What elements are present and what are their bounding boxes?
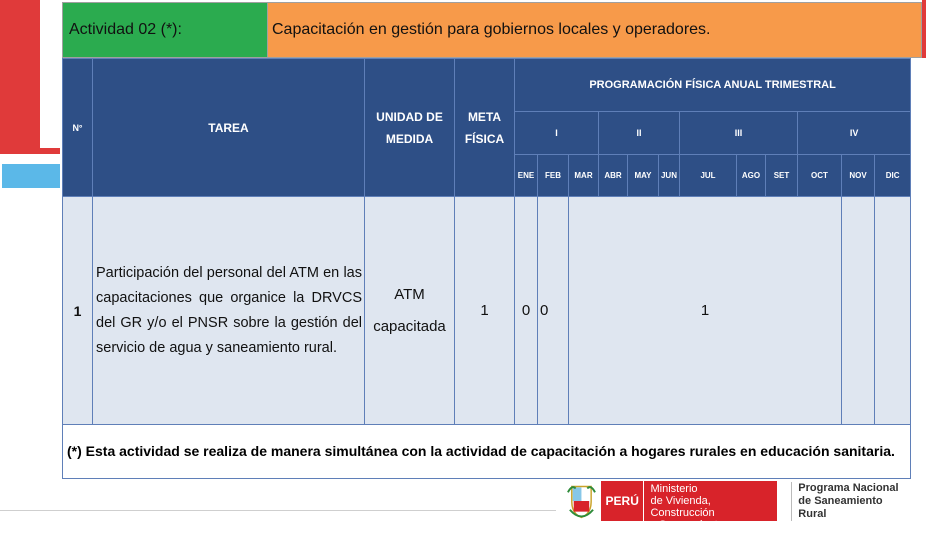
header-unit-line2: MEDIDA: [385, 131, 434, 146]
header-month-abr: ABR: [599, 155, 628, 197]
header-month-ago: AGO: [737, 155, 766, 197]
header-task: TAREA: [93, 59, 365, 197]
header-month-dic: DIC: [875, 155, 911, 197]
header-goal-line2: FÍSICA: [464, 131, 505, 146]
row-unit-line2: capacitada: [373, 317, 446, 335]
header-month-ene: ENE: [515, 155, 538, 197]
header-month-set: SET: [766, 155, 798, 197]
decor-red-edge: [922, 0, 926, 58]
header-unit-line1: UNIDAD DE: [376, 109, 443, 124]
ministry-line1: Ministerio: [650, 483, 698, 495]
activity-header: [62, 2, 922, 58]
activity-title: Capacitación en gestión para gobiernos locales y operadores.: [268, 2, 922, 58]
peru-label: PERÚ: [601, 481, 644, 521]
header-goal: [455, 59, 515, 197]
header-month-nov: NOV: [842, 155, 875, 197]
header-quarter-4: IV: [798, 112, 911, 155]
header-month-oct: OCT: [798, 155, 842, 197]
row-no: 1: [63, 197, 93, 425]
program-name: [791, 482, 910, 521]
row-task: Participación del personal del ATM en las capacitaciones que organice la DRVCS del GR y/o el PNSR sobre la gestión del servicio de agua y saneamiento rural.: [93, 197, 365, 425]
row-unit: [365, 197, 455, 425]
header-month-feb: FEB: [538, 155, 569, 197]
row-unit-line1: ATM: [394, 285, 425, 303]
header-programming: PROGRAMACIÓN FÍSICA ANUAL TRIMESTRAL: [515, 59, 911, 112]
ministry-line2: de Vivienda, Construcción: [650, 495, 715, 519]
decor-red-block: [0, 0, 40, 150]
row-feb: 0: [538, 197, 569, 425]
decor-blue-block: [2, 164, 60, 188]
programming-table: [62, 58, 911, 479]
header-quarter-1: I: [515, 112, 599, 155]
program-line2: de Saneamiento Rural: [798, 494, 883, 520]
header-goal-line1: META: [467, 109, 502, 124]
header-month-jul: JUL: [680, 155, 737, 197]
coat-of-arms-icon: [566, 480, 597, 522]
ministry-line3: y Saneamiento: [650, 519, 724, 531]
footer-divider: [0, 510, 556, 511]
header-month-may: MAY: [628, 155, 659, 197]
ministry-logo: [566, 478, 910, 531]
table-row: [63, 197, 911, 425]
header-month-mar: MAR: [569, 155, 599, 197]
table-note: (*) Esta actividad se realiza de manera simultánea con la actividad de capacitación a hogares rurales en educación sanitaria.: [63, 425, 911, 479]
program-line1: Programa Nacional: [798, 481, 899, 494]
ministry-name: [643, 481, 777, 531]
row-dic: [875, 197, 911, 425]
header-unit: [365, 59, 455, 197]
row-nov: [842, 197, 875, 425]
row-ene: 0: [515, 197, 538, 425]
row-mar-oct: 1: [569, 197, 842, 425]
row-goal: 1: [455, 197, 515, 425]
header-no: N°: [63, 59, 93, 197]
header-quarter-2: II: [599, 112, 680, 155]
activity-label: Actividad 02 (*):: [62, 2, 268, 58]
header-month-jun: JUN: [659, 155, 680, 197]
header-quarter-3: III: [680, 112, 798, 155]
decor-red-line: [0, 148, 60, 154]
